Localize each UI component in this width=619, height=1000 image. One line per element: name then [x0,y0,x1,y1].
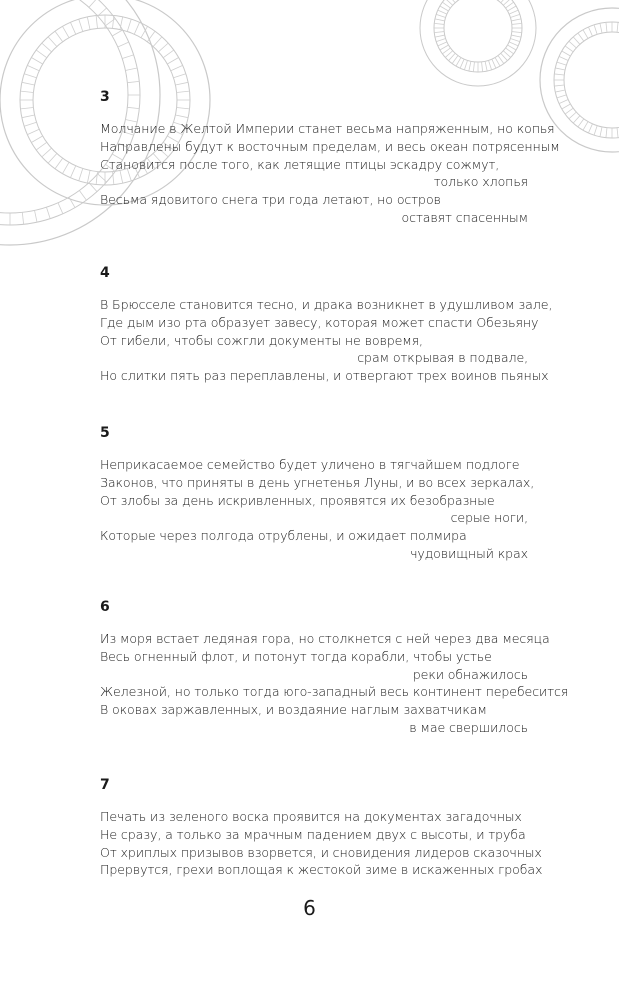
verse-line: От злобы за день искривленных, проявятся их безобразные [100,492,495,508]
stanza-3 [100,88,560,227]
verse-line: реки обнажилось [412,666,528,682]
verse-line: От гибели, чтобы сожгли документы не вовремя, [100,332,423,348]
stanza-7 [100,776,543,879]
verse-line: оставят спасенным [401,209,528,225]
verse-line: срам открывая в подвале, [357,350,528,366]
stanza-number: 7 [100,777,110,793]
stanza-6 [100,598,569,737]
verse-line: Направлены будут к восточным пределам, и весь океан потрясенным [100,138,560,154]
page-number: 6 [303,896,316,920]
verse-line: серые ноги, [450,510,528,526]
verse-line: От хриплых призывов взорвется, и сновидения лидеров сказочных [100,844,542,860]
verse-line: Неприкасаемое семейство будет уличено в тягчайшем подлоге [100,457,520,472]
verse-line: Весь огненный флот, и потонут тогда корабли, чтобы устье [100,648,492,664]
verse-line: Законов, что приняты в день угнетенья Луны, и во всех зеркалах, [100,474,535,490]
verse-line: Печать из зеленого воска проявится на документах загадочных [100,809,522,824]
verse-line: Становится после того, как летящие птицы эскадру сожмут, [100,156,500,172]
verse-line: Весьма ядовитого снега три года летают, но остров [100,192,441,208]
stanza-4 [100,264,553,385]
verse-line: Из моря встает ледяная гора, но столкнется с ней через два месяца [100,631,550,646]
verse-line: Не сразу, а только за мрачным падением двух с высоты, и труба [100,826,526,842]
verse-line: Но слитки пять раз переплавлены, и отвергают трех воинов пьяных [100,368,549,384]
verse-line: В оковах заржавленных, и воздаяние наглым захватчикам [100,702,487,718]
stanza-5 [100,424,540,563]
verse-line: Молчание в Желтой Империи станет весьма напряженным, но копья [100,121,555,136]
stanza-number: 5 [100,425,110,441]
verse-line: Железной, но только тогда юго-западный весь континент перебесится [100,684,569,700]
verse-line: Которые через полгода отрублены, и ожидает полмира [100,528,467,544]
verse-line: только хлопья [433,174,528,190]
verse-line: В Брюсселе становится тесно, и драка возникнет в удушливом зале, [100,297,553,312]
verse-line: Прервутся, грехи воплощая к жестокой зиме в искаженных гробах [100,862,543,878]
stanza-number: 3 [100,89,110,105]
stanza-number: 4 [100,265,110,281]
verse-line: чудовищный крах [410,545,528,561]
verse-line: в мае свершилось [409,719,528,735]
verse-line: Где дым изо рта образует завесу, которая может спасти Обезьяну [100,314,539,330]
stanza-number: 6 [100,599,110,615]
